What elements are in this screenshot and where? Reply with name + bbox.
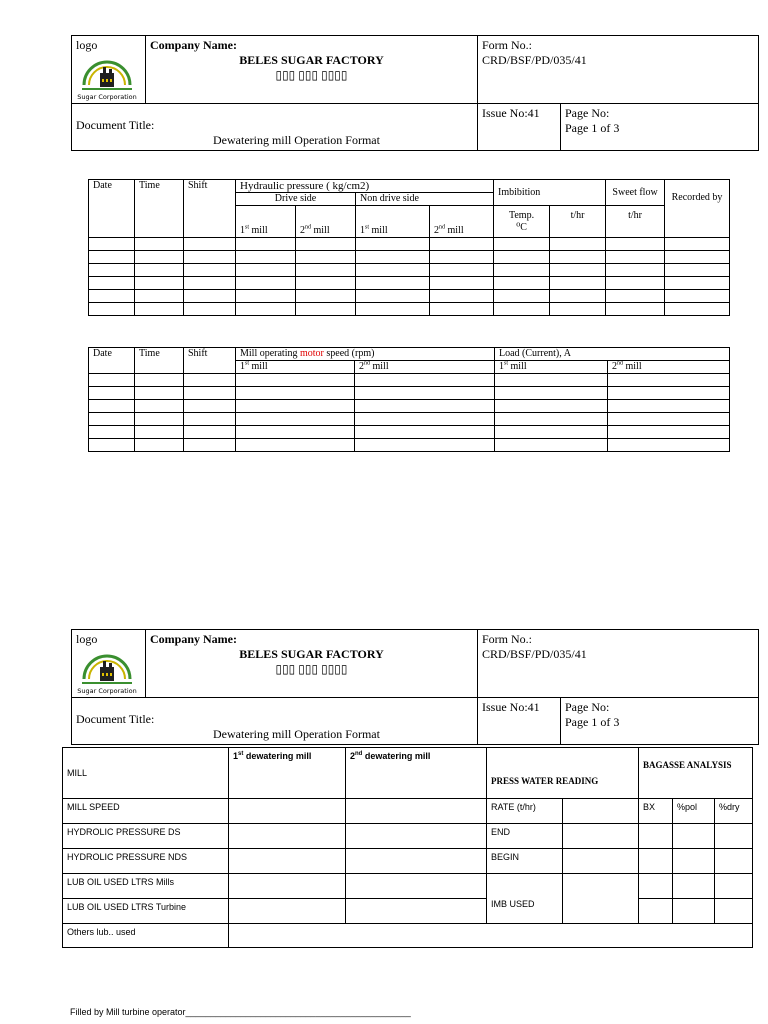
col-sweet-flow-thr: t/hr: [606, 206, 665, 238]
col-time: Time: [135, 348, 184, 374]
table-row: [89, 251, 730, 264]
company-name-local: ▯▯▯ ▯▯▯ ▯▯▯▯: [275, 662, 348, 676]
company-logo: [76, 55, 138, 101]
label-others-lub-used: Others lub.. used: [63, 924, 229, 948]
col-sweet-flow: Sweet flow: [606, 180, 665, 206]
col-time: Time: [135, 180, 184, 238]
label-begin: BEGIN: [487, 849, 563, 874]
document-title: Dewatering mill Operation Format: [213, 727, 380, 741]
document-header-1: [71, 35, 759, 151]
table-row: [89, 387, 730, 400]
form-no-label: Form No.:: [482, 38, 533, 52]
label-lub-oil-mills: LUB OIL USED LTRS Mills: [63, 874, 229, 899]
col-mill-motor-speed: Mill operating motor speed (rpm): [236, 348, 495, 361]
label-hydrolic-pressure-nds: HYDROLIC PRESSURE NDS: [63, 849, 229, 874]
company-name: BELES SUGAR FACTORY: [239, 647, 384, 661]
label-mill-speed: MILL SPEED: [63, 799, 229, 824]
logo-caption: Sugar Corporation: [77, 687, 137, 695]
col-nondrive-mill-1: 1st mill: [356, 206, 430, 238]
table-row: [89, 290, 730, 303]
form-no-cell: [478, 630, 759, 698]
document-title-cell: [72, 698, 478, 745]
col-shift: Shift: [184, 348, 236, 374]
col-press-water-reading: PRESS WATER READING: [487, 748, 639, 799]
form-no-label: Form No.:: [482, 632, 533, 646]
table-row: [89, 439, 730, 452]
col-non-drive-side: Non drive side: [356, 193, 494, 206]
page-no-cell: [561, 104, 759, 151]
col-bagasse-analysis: BAGASSE ANALYSIS: [639, 748, 753, 799]
page-no-label: Page No:: [565, 700, 610, 714]
col-dewatering-mill-2: 2nd dewatering mill: [346, 748, 487, 799]
label-bx: BX: [639, 799, 673, 824]
logo-cell: [72, 630, 146, 698]
table-row: [89, 374, 730, 387]
filled-by-signature-line: Filled by Mill turbine operator_____________________________________________: [70, 1007, 411, 1017]
col-nondrive-mill-2: 2nd mill: [430, 206, 494, 238]
company-name-local: ▯▯▯ ▯▯▯ ▯▯▯▯: [275, 68, 348, 82]
label-lub-oil-turbine: LUB OIL USED LTRS Turbine: [63, 899, 229, 924]
label-mill: MILL: [63, 748, 229, 799]
label-pol: %pol: [673, 799, 715, 824]
table-row: [89, 303, 730, 316]
table-row: [89, 413, 730, 426]
issue-no: Issue No:41: [478, 698, 561, 745]
col-dewatering-mill-1: 1st dewatering mill: [229, 748, 346, 799]
col-imbibition-temp: Temp. ⁰C: [494, 206, 550, 238]
table-row: [89, 238, 730, 251]
label-dry: %dry: [715, 799, 753, 824]
table-row: [89, 400, 730, 413]
col-load-mill-2: 2nd mill: [608, 361, 730, 374]
page-no-value: Page 1 of 3: [565, 715, 620, 729]
company-cell: [146, 630, 478, 698]
form-no-value: CRD/BSF/PD/035/41: [482, 647, 587, 661]
col-shift: Shift: [184, 180, 236, 238]
table-row: [89, 264, 730, 277]
company-logo: [76, 649, 138, 695]
logo-label: logo: [76, 38, 98, 52]
label-rate: RATE (t/hr): [487, 799, 563, 824]
issue-no: Issue No:41: [478, 104, 561, 151]
document-title: Dewatering mill Operation Format: [213, 133, 380, 147]
document-title-cell: [72, 104, 478, 151]
col-load-current: Load (Current), A: [495, 348, 730, 361]
col-date: Date: [89, 348, 135, 374]
label-end: END: [487, 824, 563, 849]
table-row: [89, 426, 730, 439]
logo-cell: [72, 36, 146, 104]
col-drive-mill-2: 2nd mill: [296, 206, 356, 238]
form-no-value: CRD/BSF/PD/035/41: [482, 53, 587, 67]
col-drive-side: Drive side: [236, 193, 356, 206]
mill-speed-table: [88, 347, 730, 452]
hydraulic-pressure-table: [88, 179, 730, 316]
document-title-label: Document Title:: [76, 118, 155, 132]
col-imbibition-thr: t/hr: [550, 206, 606, 238]
col-drive-mill-1: 1st mill: [236, 206, 296, 238]
document-title-label: Document Title:: [76, 712, 155, 726]
col-hydraulic-pressure: Hydraulic pressure ( kg/cm2): [236, 180, 494, 193]
logo-caption: Sugar Corporation: [77, 93, 137, 101]
label-hydrolic-pressure-ds: HYDROLIC PRESSURE DS: [63, 824, 229, 849]
label-imb-used: IMB USED: [487, 874, 563, 924]
document-header-2: [71, 629, 759, 745]
col-speed-mill-2: 2nd mill: [355, 361, 495, 374]
col-imbibition: Imbibition: [494, 180, 606, 206]
company-name: BELES SUGAR FACTORY: [239, 53, 384, 67]
table-row: [89, 277, 730, 290]
dewatering-summary-table: [62, 747, 753, 948]
company-label: Company Name:: [150, 38, 237, 52]
page-no-value: Page 1 of 3: [565, 121, 620, 135]
col-speed-mill-1: 1st mill: [236, 361, 355, 374]
col-load-mill-1: 1st mill: [495, 361, 608, 374]
logo-label: logo: [76, 632, 98, 646]
company-cell: [146, 36, 478, 104]
form-no-cell: [478, 36, 759, 104]
page-no-cell: [561, 698, 759, 745]
company-label: Company Name:: [150, 632, 237, 646]
col-recorded-by: Recorded by: [665, 180, 730, 238]
col-date: Date: [89, 180, 135, 238]
page-no-label: Page No:: [565, 106, 610, 120]
